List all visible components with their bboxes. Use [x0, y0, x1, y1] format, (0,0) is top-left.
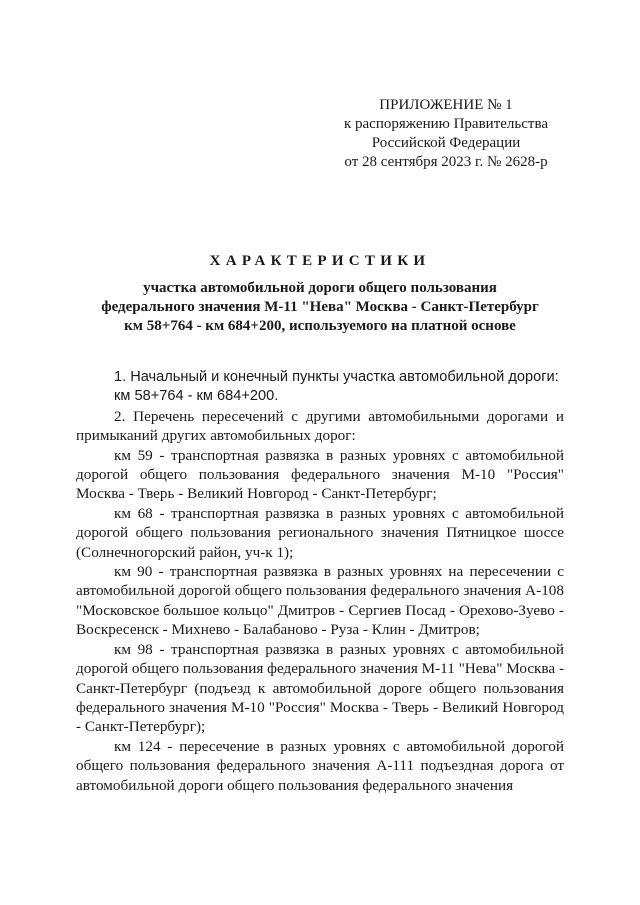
paragraph-km-98: км 98 - транспортная развязка в разных уровнях с автомобильной дорогой общего пользования федерального значения М-11 "Нева" Москва - Санкт-Петербург (подъезд к автомобильной дороге общего пользования федерального значения М-10 "Россия" Москва - Тверь - Великий Новгород - Санкт-Петербург);	[76, 640, 564, 736]
appendix-header	[330, 96, 562, 172]
appendix-date-number: от 28 сентября 2023 г. № 2628-р	[344, 154, 548, 170]
appendix-number: ПРИЛОЖЕНИЕ № 1	[379, 97, 513, 113]
subtitle-line-2: федерального значения М-11 "Нева" Москва - Санкт-Петербург	[101, 299, 539, 315]
paragraph-km-59: км 59 - транспортная развязка в разных уровнях с автомобильной дорогой общего пользования федерального значения М-10 "Россия" Москва - Тверь - Великий Новгород - Санкт-Петербург;	[76, 446, 564, 503]
document-subtitle	[0, 279, 640, 336]
document-body	[76, 368, 564, 795]
appendix-line-1: к распоряжению Правительства	[343, 116, 548, 132]
subtitle-line-1: участка автомобильной дороги общего пользования	[143, 280, 497, 296]
paragraph-item-1: 1. Начальный и конечный пункты участка автомобильной дороги:	[114, 369, 559, 385]
paragraph-item-2: 2. Перечень пересечений с другими автомобильными дорогами и примыканий других автомобильных дорог:	[76, 407, 564, 445]
paragraph-km-68: км 68 - транспортная развязка в разных уровнях с автомобильной дорогой общего пользования регионального значения Пятницкое шоссе (Солнечногорский район, уч-к 1);	[76, 504, 564, 561]
document-title: ХАРАКТЕРИСТИКИ	[209, 253, 431, 269]
appendix-line-2: Российской Федерации	[371, 135, 521, 151]
paragraph-item-1-range: км 58+764 - км 684+200.	[114, 388, 279, 405]
paragraph-km-90: км 90 - транспортная развязка в разных уровнях на пересечении с автомобильной дорогой общего пользования федерального значения А-108 "Московское большое кольцо" Дмитров - Сергиев Посад - Орехово-Зуево - Воскресенск - Михнево - Балабаново - Руза - Клин - Дмитров;	[76, 563, 564, 639]
paragraph-km-124: км 124 - пересечение в разных уровнях с автомобильной дорогой общего пользования федерального значения А-111 подъездная дорога от автомобильной дороги общего пользования федерального значения	[76, 737, 564, 794]
subtitle-line-3: км 58+764 - км 684+200, используемого на платной основе	[124, 318, 516, 334]
